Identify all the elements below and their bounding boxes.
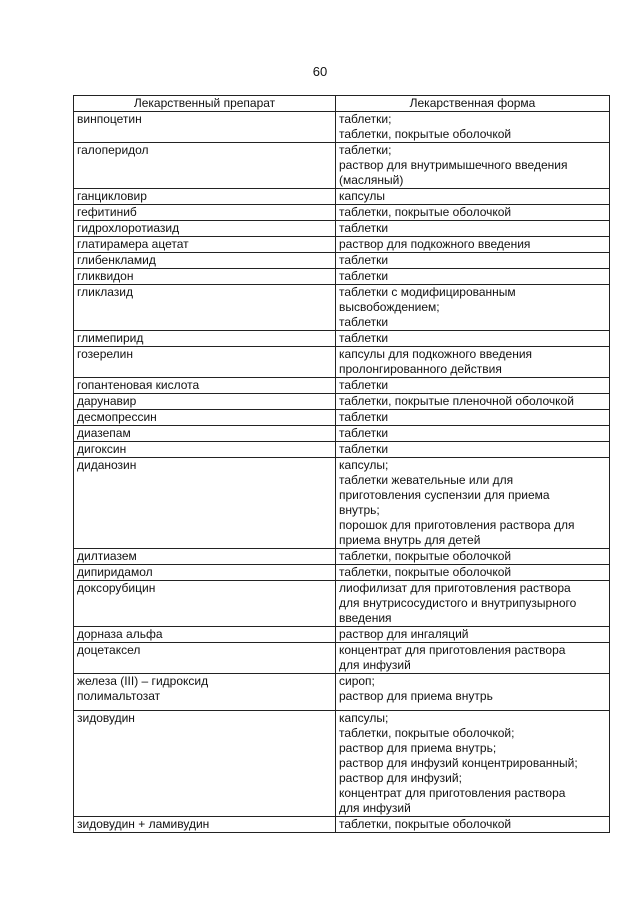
table-row — [74, 410, 610, 426]
dosage-form-line: высвобождением; — [339, 300, 440, 314]
drug-name: глимепирид — [77, 331, 144, 345]
form-cell — [336, 221, 610, 237]
form-cell — [336, 549, 610, 565]
dosage-form-line: концентрат для приготовления раствора — [339, 643, 566, 657]
form-cell — [336, 426, 610, 442]
table-row — [74, 627, 610, 643]
drug-name: гидрохлоротиазид — [77, 221, 180, 235]
table-body — [74, 112, 610, 833]
drug-cell — [74, 394, 336, 410]
drug-name: доксорубицин — [77, 581, 156, 595]
form-cell — [336, 347, 610, 378]
dosage-form-line: раствор для подкожного введения — [339, 237, 531, 251]
dosage-form-line: таблетки, покрытые оболочкой — [339, 127, 512, 141]
dosage-form-line: раствор для ингаляций — [339, 627, 469, 641]
dosage-form-line: таблетки — [339, 410, 389, 424]
table-row — [74, 426, 610, 442]
form-cell — [336, 817, 610, 833]
table-row — [74, 711, 610, 817]
form-cell — [336, 442, 610, 458]
dosage-form-line: пролонгированного действия — [339, 362, 502, 376]
drug-cell — [74, 285, 336, 331]
table-row — [74, 378, 610, 394]
table-row — [74, 643, 610, 674]
drug-cell — [74, 817, 336, 833]
form-cell — [336, 143, 610, 189]
dosage-form-line: таблетки — [339, 269, 389, 283]
form-cell — [336, 565, 610, 581]
drug-name: гликлазид — [77, 285, 133, 299]
table-row — [74, 253, 610, 269]
dosage-form-line: капсулы; — [339, 711, 389, 725]
drug-name: зидовудин — [77, 711, 135, 725]
dosage-form-line: таблетки, покрытые пленочной оболочкой — [339, 394, 574, 408]
dosage-form-line: таблетки, покрытые оболочкой — [339, 817, 512, 831]
table-row — [74, 442, 610, 458]
dosage-form-line: таблетки жевательные или для — [339, 473, 514, 487]
dosage-form-line: капсулы; — [339, 458, 389, 472]
form-cell — [336, 285, 610, 331]
dosage-form-line: таблетки — [339, 426, 389, 440]
form-cell — [336, 643, 610, 674]
dosage-form-line: капсулы — [339, 189, 386, 203]
form-cell — [336, 378, 610, 394]
page-number: 60 — [312, 64, 328, 79]
table-row — [74, 269, 610, 285]
drug-cell — [74, 112, 336, 143]
drug-name: глатирамера ацетат — [77, 237, 189, 251]
drug-cell — [74, 711, 336, 817]
dosage-form-line: капсулы для подкожного введения — [339, 347, 533, 361]
drug-cell — [74, 378, 336, 394]
drug-name: гопантеновая кислота — [77, 378, 200, 392]
table-row — [74, 394, 610, 410]
drug-name: дипиридамол — [77, 565, 153, 579]
form-cell — [336, 205, 610, 221]
drug-cell — [74, 458, 336, 549]
dosage-form-line: раствор для приема внутрь; — [339, 741, 497, 755]
drug-cell — [74, 269, 336, 285]
form-cell — [336, 711, 610, 817]
dosage-form-line: таблетки — [339, 221, 389, 235]
dosage-form-line: таблетки — [339, 315, 389, 329]
header-drug: Лекарственный препарат — [74, 96, 336, 112]
dosage-form-line: концентрат для приготовления раствора — [339, 786, 566, 800]
table-row — [74, 458, 610, 549]
table-header-row — [74, 96, 610, 112]
drug-cell — [74, 253, 336, 269]
form-cell — [336, 253, 610, 269]
dosage-form-line: таблетки; — [339, 112, 392, 126]
dosage-form-line: приготовления суспензии для приема — [339, 488, 550, 502]
dosage-form-line: таблетки; — [339, 143, 392, 157]
dosage-form-line: таблетки с модифицированным — [339, 285, 516, 299]
drug-name: железа (III) – гидроксид — [77, 674, 209, 688]
form-cell — [336, 627, 610, 643]
drug-cell — [74, 331, 336, 347]
drug-name: гликвидон — [77, 269, 134, 283]
drug-name: дорназа альфа — [77, 627, 163, 641]
drug-cell — [74, 237, 336, 253]
drug-name: ганцикловир — [77, 189, 147, 203]
form-cell — [336, 269, 610, 285]
dosage-form-line: таблетки — [339, 253, 389, 267]
drug-cell — [74, 442, 336, 458]
drug-name: десмопрессин — [77, 410, 157, 424]
header-form: Лекарственная форма — [336, 96, 610, 112]
drug-cell — [74, 565, 336, 581]
dosage-form-line: (масляный) — [339, 173, 404, 187]
drug-cell — [74, 205, 336, 221]
table-row — [74, 674, 610, 711]
drug-cell — [74, 221, 336, 237]
dosage-form-line: таблетки, покрытые оболочкой; — [339, 726, 515, 740]
dosage-form-line: введения — [339, 611, 392, 625]
table-row — [74, 581, 610, 627]
dosage-form-line: раствор для инфузий концентрированный; — [339, 756, 578, 770]
form-cell — [336, 410, 610, 426]
table-row — [74, 331, 610, 347]
dosage-form-line: сироп; — [339, 674, 375, 688]
dosage-form-line: таблетки, покрытые оболочкой — [339, 565, 512, 579]
table-row — [74, 347, 610, 378]
table-row — [74, 817, 610, 833]
drug-cell — [74, 581, 336, 627]
form-cell — [336, 581, 610, 627]
dosage-form-line: таблетки, покрытые оболочкой — [339, 205, 512, 219]
drug-name: дарунавир — [77, 394, 137, 408]
drug-name: гозерелин — [77, 347, 133, 361]
drug-table — [73, 95, 610, 833]
dosage-form-line: для инфузий — [339, 801, 411, 815]
table-row — [74, 237, 610, 253]
dosage-form-line: для внутрисосудистого и внутрипузырного — [339, 596, 577, 610]
table-row — [74, 205, 610, 221]
dosage-form-line: внутрь; — [339, 503, 380, 517]
dosage-form-line: таблетки — [339, 378, 389, 392]
drug-cell — [74, 549, 336, 565]
drug-name: глибенкламид — [77, 253, 156, 267]
form-cell — [336, 112, 610, 143]
drug-cell — [74, 143, 336, 189]
form-cell — [336, 674, 610, 711]
dosage-form-line: раствор для приема внутрь — [339, 689, 493, 703]
dosage-form-line: раствор для инфузий; — [339, 771, 462, 785]
dosage-form-line: таблетки — [339, 442, 389, 456]
form-cell — [336, 189, 610, 205]
drug-cell — [74, 674, 336, 711]
dosage-form-line: таблетки — [339, 331, 389, 345]
table-row — [74, 221, 610, 237]
table-row — [74, 143, 610, 189]
drug-name: полимальтозат — [77, 689, 161, 703]
drug-cell — [74, 426, 336, 442]
dosage-form-line: лиофилизат для приготовления раствора — [339, 581, 571, 595]
form-cell — [336, 458, 610, 549]
drug-name: винпоцетин — [77, 112, 142, 126]
form-cell — [336, 237, 610, 253]
drug-name: диданозин — [77, 458, 137, 472]
dosage-form-line: раствор для внутримышечного введения — [339, 158, 568, 172]
table-row — [74, 189, 610, 205]
drug-name: зидовудин + ламивудин — [77, 817, 210, 831]
drug-name: гефитиниб — [77, 205, 137, 219]
table-row — [74, 285, 610, 331]
dosage-form-line: порошок для приготовления раствора для — [339, 518, 575, 532]
drug-name: дилтиазем — [77, 549, 137, 563]
form-cell — [336, 394, 610, 410]
drug-cell — [74, 189, 336, 205]
drug-cell — [74, 627, 336, 643]
form-cell — [336, 331, 610, 347]
drug-cell — [74, 347, 336, 378]
table-row — [74, 549, 610, 565]
drug-name: диазепам — [77, 426, 131, 440]
drug-cell — [74, 643, 336, 674]
drug-name: галоперидол — [77, 143, 149, 157]
table-row — [74, 112, 610, 143]
dosage-form-line: приема внутрь для детей — [339, 533, 481, 547]
drug-cell — [74, 410, 336, 426]
dosage-form-line: таблетки, покрытые оболочкой — [339, 549, 512, 563]
drug-name: дигоксин — [77, 442, 127, 456]
drug-name: доцетаксел — [77, 643, 141, 657]
table-row — [74, 565, 610, 581]
dosage-form-line: для инфузий — [339, 658, 411, 672]
